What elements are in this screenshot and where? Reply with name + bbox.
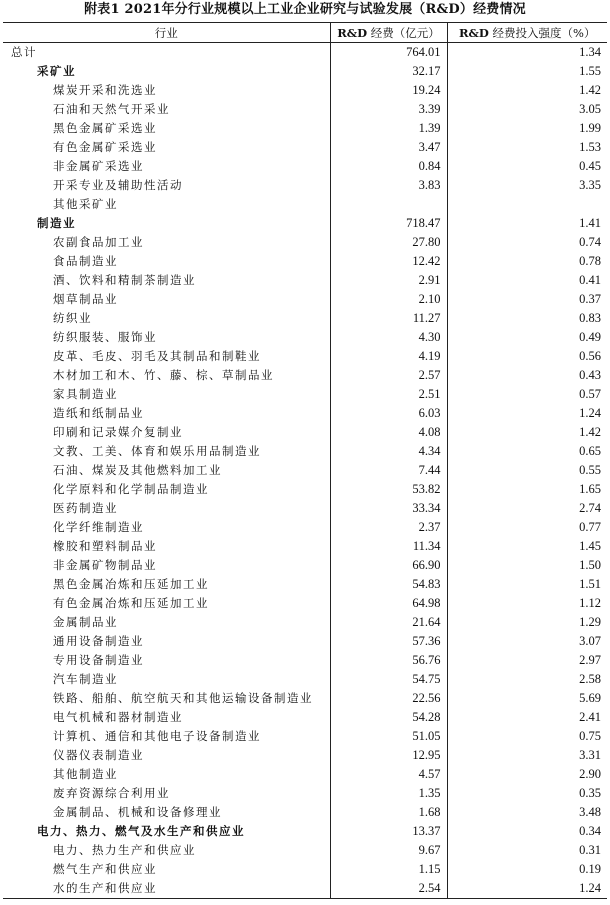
rd-expenditure-value: 54.83 <box>330 575 447 594</box>
table-row <box>3 385 607 404</box>
table-row <box>3 81 607 100</box>
rd-expenditure-value <box>330 195 447 214</box>
industry-label: 金属制品、机械和设备修理业 <box>53 805 222 819</box>
rd-expenditure-value: 11.27 <box>330 309 447 328</box>
rd-expenditure-value: 22.56 <box>330 689 447 708</box>
rd-intensity-value: 0.74 <box>447 233 607 252</box>
rd-expenditure-value: 2.54 <box>330 879 447 899</box>
rd-intensity-value: 1.29 <box>447 613 607 632</box>
rd-intensity-value: 2.58 <box>447 670 607 689</box>
industry-label: 皮革、毛皮、羽毛及其制品和制鞋业 <box>53 349 261 363</box>
rd-intensity-value: 1.55 <box>447 62 607 81</box>
rd-expenditure-value: 4.19 <box>330 347 447 366</box>
rd-expenditure-value: 2.10 <box>330 290 447 309</box>
rd-expenditure-value: 3.47 <box>330 138 447 157</box>
industry-label: 文教、工美、体育和娱乐用品制造业 <box>53 444 261 458</box>
header-rd-prefix: R&D <box>337 25 368 40</box>
table-row <box>3 822 607 841</box>
industry-label: 化学原料和化学制品制造业 <box>53 482 209 496</box>
table-row <box>3 594 607 613</box>
table-row <box>3 309 607 328</box>
industry-label: 专用设备制造业 <box>53 653 144 667</box>
rd-intensity-value: 0.56 <box>447 347 607 366</box>
industry-label: 印刷和记录媒介复制业 <box>53 425 183 439</box>
rd-expenditure-value: 1.39 <box>330 119 447 138</box>
industry-label: 农副食品加工业 <box>53 235 144 249</box>
rd-intensity-value: 0.83 <box>447 309 607 328</box>
table-row <box>3 366 607 385</box>
rd-expenditure-value: 32.17 <box>330 62 447 81</box>
industry-label: 木材加工和木、竹、藤、棕、草制品业 <box>53 368 274 382</box>
header-row <box>3 23 607 43</box>
industry-label: 电气机械和器材制造业 <box>53 710 183 724</box>
rd-expenditure-value: 12.95 <box>330 746 447 765</box>
rd-intensity-value: 0.75 <box>447 727 607 746</box>
industry-label: 汽车制造业 <box>53 672 118 686</box>
rd-intensity-value: 1.41 <box>447 214 607 233</box>
rd-expenditure-value: 4.57 <box>330 765 447 784</box>
rd-intensity-value: 0.77 <box>447 518 607 537</box>
rd-expenditure-value: 51.05 <box>330 727 447 746</box>
rd-intensity-value: 1.42 <box>447 81 607 100</box>
table-row <box>3 423 607 442</box>
rd-expenditure-value: 3.83 <box>330 176 447 195</box>
rd-intensity-value: 0.43 <box>447 366 607 385</box>
table-row <box>3 461 607 480</box>
rd-intensity-value: 3.35 <box>447 176 607 195</box>
table-row <box>3 271 607 290</box>
rd-intensity-value: 2.74 <box>447 499 607 518</box>
industry-label: 石油、煤炭及其他燃料加工业 <box>53 463 222 477</box>
rd-expenditure-value: 27.80 <box>330 233 447 252</box>
rd-expenditure-value: 54.28 <box>330 708 447 727</box>
rd-expenditure-value: 13.37 <box>330 822 447 841</box>
industry-label: 废弃资源综合利用业 <box>53 786 170 800</box>
industry-label: 电力、热力生产和供应业 <box>53 843 196 857</box>
rd-expenditure-value: 57.36 <box>330 632 447 651</box>
table-row <box>3 670 607 689</box>
industry-label: 有色金属冶炼和压延加工业 <box>53 596 209 610</box>
rd-intensity-value: 5.69 <box>447 689 607 708</box>
table-row <box>3 708 607 727</box>
table-row <box>3 841 607 860</box>
rd-expenditure-value: 6.03 <box>330 404 447 423</box>
rd-expenditure-value: 1.15 <box>330 860 447 879</box>
rd-intensity-value: 1.42 <box>447 423 607 442</box>
table-row <box>3 404 607 423</box>
rd-expenditure-value: 2.51 <box>330 385 447 404</box>
table-row <box>3 746 607 765</box>
industry-label: 煤炭开采和洗选业 <box>53 83 157 97</box>
rd-intensity-value: 0.41 <box>447 271 607 290</box>
rd-expenditure-value: 3.39 <box>330 100 447 119</box>
table-row <box>3 784 607 803</box>
rd-expenditure-value: 53.82 <box>330 480 447 499</box>
table-row <box>3 860 607 879</box>
industry-label: 纺织服装、服饰业 <box>53 330 157 344</box>
rd-intensity-value: 1.53 <box>447 138 607 157</box>
total-label: 总计 <box>11 45 37 59</box>
table-row <box>3 518 607 537</box>
table-header <box>3 23 607 43</box>
header-intensity-prefix: R&D <box>458 25 489 40</box>
rd-intensity-value <box>447 195 607 214</box>
rd-intensity-value: 1.50 <box>447 556 607 575</box>
industry-label: 食品制造业 <box>53 254 118 268</box>
table-row <box>3 43 607 63</box>
table-row <box>3 214 607 233</box>
rd-intensity-value: 3.48 <box>447 803 607 822</box>
header-rd-intensity <box>447 23 607 43</box>
rd-expenditure-value: 11.34 <box>330 537 447 556</box>
rd-intensity-value: 3.31 <box>447 746 607 765</box>
rd-expenditure-value: 19.24 <box>330 81 447 100</box>
table-row <box>3 233 607 252</box>
table-row <box>3 651 607 670</box>
table-row <box>3 176 607 195</box>
table-body <box>3 43 607 899</box>
header-rd-suffix: 经费（亿元） <box>367 25 440 40</box>
table-row <box>3 480 607 499</box>
table-row <box>3 556 607 575</box>
rd-expenditure-value: 54.75 <box>330 670 447 689</box>
table-row <box>3 575 607 594</box>
rd-expenditure-value: 12.42 <box>330 252 447 271</box>
table-row <box>3 632 607 651</box>
rd-expenditure-value: 4.34 <box>330 442 447 461</box>
rd-expenditure-value: 33.34 <box>330 499 447 518</box>
rd-expenditure-value: 718.47 <box>330 214 447 233</box>
industry-label: 仪器仪表制造业 <box>53 748 144 762</box>
rd-intensity-value: 0.31 <box>447 841 607 860</box>
rd-intensity-value: 2.97 <box>447 651 607 670</box>
table-row <box>3 252 607 271</box>
rd-intensity-value: 0.65 <box>447 442 607 461</box>
table-row <box>3 347 607 366</box>
rd-intensity-value: 1.24 <box>447 879 607 899</box>
header-intensity-suffix: 经费投入强度（%） <box>488 25 596 40</box>
rd-intensity-value: 1.24 <box>447 404 607 423</box>
rd-intensity-value: 2.90 <box>447 765 607 784</box>
industry-label: 橡胶和塑料制品业 <box>53 539 157 553</box>
industry-label: 其他采矿业 <box>53 197 118 211</box>
table-title: 附表1 2021年分行业规模以上工业企业研究与试验发展（R&D）经费情况 <box>84 2 526 17</box>
industry-label: 酒、饮料和精制茶制造业 <box>53 273 196 287</box>
rd-expenditure-value: 64.98 <box>330 594 447 613</box>
rd-intensity-value: 1.51 <box>447 575 607 594</box>
industry-label: 非金属矿物制品业 <box>53 558 157 572</box>
industry-label: 开采专业及辅助性活动 <box>53 178 183 192</box>
industry-label: 其他制造业 <box>53 767 118 781</box>
table-row <box>3 62 607 81</box>
rd-expenditure-value: 764.01 <box>330 43 447 63</box>
table-row <box>3 499 607 518</box>
rd-expenditure-value: 4.30 <box>330 328 447 347</box>
rd-expenditure-value: 7.44 <box>330 461 447 480</box>
industry-label: 铁路、船舶、航空航天和其他运输设备制造业 <box>53 691 313 705</box>
rd-intensity-value: 0.45 <box>447 157 607 176</box>
industry-label: 水的生产和供应业 <box>3 879 330 899</box>
industry-label: 金属制品业 <box>53 615 118 629</box>
industry-label: 非金属矿采选业 <box>53 159 144 173</box>
rd-intensity-value: 0.35 <box>447 784 607 803</box>
rd-intensity-value: 0.37 <box>447 290 607 309</box>
table-row <box>3 138 607 157</box>
industry-label: 纺织业 <box>53 311 92 325</box>
rd-expenditure-value: 2.57 <box>330 366 447 385</box>
header-rd-expenditure <box>330 23 447 43</box>
rd-intensity-value: 1.65 <box>447 480 607 499</box>
rd-intensity-value: 3.07 <box>447 632 607 651</box>
industry-label: 医药制造业 <box>53 501 118 515</box>
rd-intensity-value: 3.05 <box>447 100 607 119</box>
table-row <box>3 689 607 708</box>
rd-expenditure-value: 9.67 <box>330 841 447 860</box>
table-row <box>3 119 607 138</box>
rd-expenditure-value: 21.64 <box>330 613 447 632</box>
rd-expenditure-value: 0.84 <box>330 157 447 176</box>
table-row <box>3 328 607 347</box>
industry-label: 家具制造业 <box>53 387 118 401</box>
rd-expenditure-value: 66.90 <box>330 556 447 575</box>
rd-expenditure-value: 56.76 <box>330 651 447 670</box>
industry-label: 燃气生产和供应业 <box>53 862 157 876</box>
rd-intensity-value: 1.34 <box>447 43 607 63</box>
table-row <box>3 765 607 784</box>
industry-label: 造纸和纸制品业 <box>53 406 144 420</box>
industry-label: 黑色金属冶炼和压延加工业 <box>53 577 209 591</box>
sector-label: 电力、热力、燃气及水生产和供应业 <box>37 824 245 838</box>
table-row <box>3 537 607 556</box>
sector-label: 制造业 <box>37 216 76 230</box>
industry-label: 通用设备制造业 <box>53 634 144 648</box>
table-row <box>3 727 607 746</box>
table-row <box>3 157 607 176</box>
industry-label: 有色金属矿采选业 <box>53 140 157 154</box>
rd-expenditure-value: 2.37 <box>330 518 447 537</box>
rd-expenditure-value: 1.35 <box>330 784 447 803</box>
rd-intensity-value: 0.57 <box>447 385 607 404</box>
rd-intensity-value: 1.12 <box>447 594 607 613</box>
industry-label: 黑色金属矿采选业 <box>53 121 157 135</box>
industry-label: 石油和天然气开采业 <box>53 102 170 116</box>
rd-intensity-value: 1.99 <box>447 119 607 138</box>
rd-intensity-value: 0.19 <box>447 860 607 879</box>
rd-intensity-value: 0.78 <box>447 252 607 271</box>
rd-intensity-value: 0.55 <box>447 461 607 480</box>
industry-label: 计算机、通信和其他电子设备制造业 <box>53 729 261 743</box>
table-row <box>3 613 607 632</box>
rd-intensity-value: 1.45 <box>447 537 607 556</box>
sector-label: 采矿业 <box>37 64 76 78</box>
industry-label: 化学纤维制造业 <box>53 520 144 534</box>
table-row <box>3 803 607 822</box>
rd-expenditure-value: 2.91 <box>330 271 447 290</box>
rd-intensity-value: 2.41 <box>447 708 607 727</box>
rd-intensity-value: 0.49 <box>447 328 607 347</box>
rd-expenditure-value: 1.68 <box>330 803 447 822</box>
table-row <box>3 290 607 309</box>
table-row <box>3 100 607 119</box>
header-industry: 行业 <box>3 23 330 43</box>
industry-label: 烟草制品业 <box>53 292 118 306</box>
table-row <box>3 195 607 214</box>
rd-expenditure-value: 4.08 <box>330 423 447 442</box>
table-row <box>3 442 607 461</box>
rd-expenditure-table <box>3 22 607 899</box>
rd-intensity-value: 0.34 <box>447 822 607 841</box>
table-row <box>3 879 607 899</box>
